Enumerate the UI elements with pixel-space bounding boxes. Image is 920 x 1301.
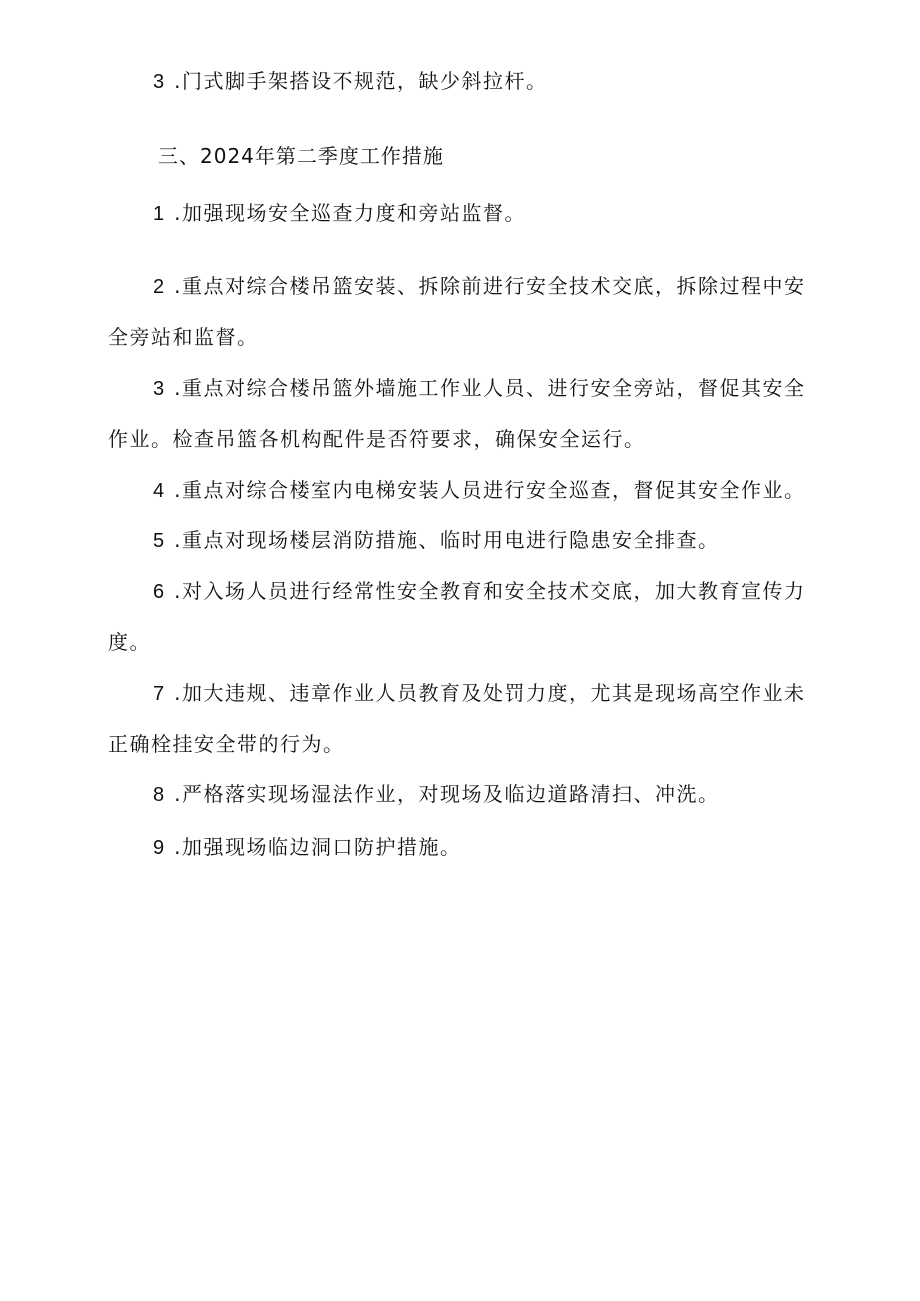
measure-6 [153,578,805,605]
item-number: 5 [153,530,165,552]
item-number: 2 [153,276,165,298]
item-text: .门式脚手架搭设不规范，缺少斜拉杆。 [174,69,548,93]
item-text: .对入场人员进行经常性安全教育和安全技术交底，加大教育宣传力 [174,579,806,603]
item-text: .加强现场安全巡查力度和旁站监督。 [174,201,526,225]
measure-4 [153,477,805,504]
measure-3 [153,375,805,402]
measure-3-continuation: 作业。检查吊篮各机构配件是否符要求，确保安全运行。 [108,427,646,451]
measure-8 [153,781,719,808]
item-text: .重点对综合楼吊篮外墙施工作业人员、进行安全旁站，督促其安全 [174,376,806,400]
prior-issue-3 [153,68,547,95]
measure-7-continuation: 正确栓挂安全带的行为。 [108,732,345,756]
item-text: .重点对综合楼室内电梯安装人员进行安全巡查，督促其安全作业。 [174,478,806,502]
measure-6-continuation: 度。 [108,630,151,654]
measure-1 [153,200,526,227]
item-number: 6 [153,581,165,603]
measure-2-continuation: 全旁站和监督。 [108,325,259,349]
section-heading: 三、2024年第二季度工作措施 [158,144,444,168]
item-number: 1 [153,203,165,225]
item-number: 4 [153,480,165,502]
measure-7 [153,680,805,707]
item-text: .重点对综合楼吊篮安装、拆除前进行安全技术交底，拆除过程中安 [174,274,806,298]
measure-9 [153,834,461,861]
item-number: 3 [153,378,165,400]
item-text: .加强现场临边洞口防护措施。 [174,835,462,859]
item-text: .重点对现场楼层消防措施、临时用电进行隐患安全排查。 [174,528,720,552]
item-number: 8 [153,784,165,806]
item-number: 7 [153,683,165,705]
item-number: 9 [153,837,165,859]
item-text: .严格落实现场湿法作业，对现场及临边道路清扫、冲洗。 [174,782,720,806]
measure-5 [153,527,719,554]
item-number: 3 [153,71,165,93]
measure-2 [153,273,805,300]
item-text: .加大违规、违章作业人员教育及处罚力度，尤其是现场高空作业未 [174,681,806,705]
